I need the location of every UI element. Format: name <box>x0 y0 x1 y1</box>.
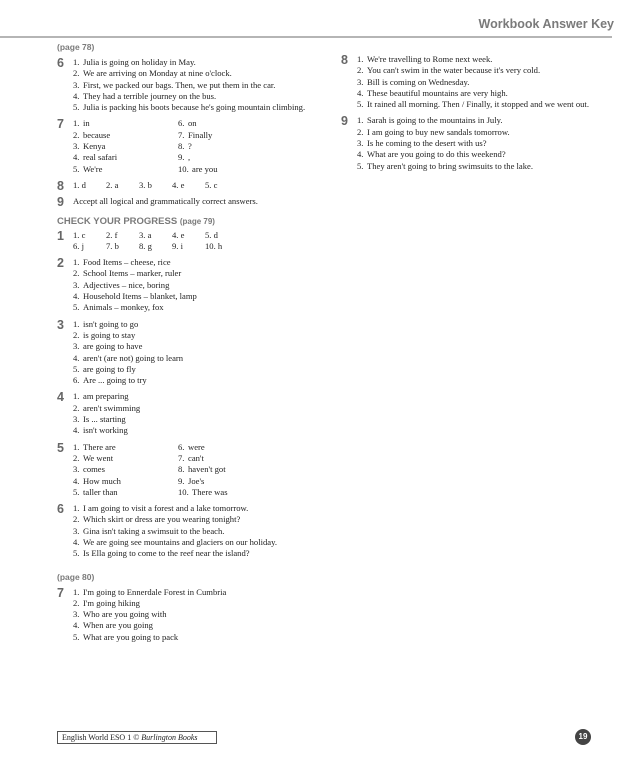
check-exercise-1 <box>57 230 327 253</box>
item-number: 2. <box>73 129 80 140</box>
item-number: 7. <box>178 129 185 140</box>
answer-item: 5. d <box>205 229 218 240</box>
answer-item: 3. comes <box>73 464 105 475</box>
footer-credit <box>57 731 217 744</box>
item-number: 3. <box>73 341 80 352</box>
section-title-text: CHECK YOUR PROGRESS <box>57 215 178 227</box>
answer-item: 2. I am going to buy new sandals tomorrow. <box>357 126 510 137</box>
exercise-number: 7 <box>57 585 64 600</box>
page-header-title: Workbook Answer Key <box>478 17 614 31</box>
answer-item: 10. h <box>205 240 223 251</box>
exercise-7 <box>57 118 327 174</box>
exercise-number: 5 <box>57 440 64 455</box>
answer-item: 3. Bill is coming on Wednesday. <box>357 76 470 87</box>
item-number: 2. <box>357 126 364 137</box>
answer-item: 1. Sarah is going to the mountains in July. <box>357 115 503 126</box>
item-number: 4. <box>73 352 80 363</box>
answer-item: 5. What are you going to pack <box>73 631 179 642</box>
exercise-number: 9 <box>57 195 64 210</box>
item-number: 5. <box>357 160 364 171</box>
answer-item: 5. c <box>205 179 218 190</box>
item-number: 4. <box>73 620 80 631</box>
exercise-6 <box>57 57 327 113</box>
answer-item: 1. am preparing <box>73 391 129 402</box>
item-number: 5. <box>73 631 80 642</box>
answer-item: 2. because <box>73 129 111 140</box>
exercise-9 <box>57 195 327 210</box>
item-number: 1. <box>73 503 80 514</box>
answer-item: 3. are going to have <box>73 341 143 352</box>
item-number: 5. <box>73 486 80 497</box>
answer-item: 2. is going to stay <box>73 329 136 340</box>
item-number: 3. <box>73 414 80 425</box>
answer-item: 5. Is Ella going to come to the reef near the island? <box>73 548 250 559</box>
answer-item: 3. Is he coming to the desert with us? <box>357 138 487 149</box>
answer-item: 9. Joe's <box>178 475 205 486</box>
item-number: 2. <box>73 329 80 340</box>
answer-item: 9. i <box>172 240 183 251</box>
answer-item: 8. g <box>139 240 152 251</box>
item-number: 2. <box>357 65 364 76</box>
answer-item: 4. These beautiful mountains are very high. <box>357 87 508 98</box>
item-number: 6. <box>178 118 185 129</box>
answer-item: 1. isn't going to go <box>73 318 139 329</box>
exercise-8-right <box>341 54 616 110</box>
answer-item: 2. Which skirt or dress are you wearing tonight? <box>73 514 241 525</box>
answer-item: 4. e <box>172 179 185 190</box>
answer-item: 9. , <box>178 152 191 163</box>
item-number: 1. <box>73 441 80 452</box>
answer-item: 3. a <box>139 229 152 240</box>
answer-item: 1. Food Items – cheese, rice <box>73 257 171 268</box>
answer-item: 6. j <box>73 240 84 251</box>
item-number: 1. <box>73 57 80 67</box>
item-number: 4. <box>73 475 80 486</box>
answer-item: 4. Household Items – blanket, lamp <box>73 291 197 302</box>
item-number: 10. <box>178 486 189 497</box>
answer-item: 3. Who are you going with <box>73 609 167 620</box>
check-exercise-6 <box>57 503 327 559</box>
answer-item: 4. e <box>172 229 185 240</box>
item-number: 2. <box>73 68 80 79</box>
answer-item: 1. There are <box>73 441 116 452</box>
page-ref: (page 78) <box>57 42 95 52</box>
answer-item: 3. Gina isn't taking a swimsuit to the beach. <box>73 525 225 536</box>
exercise-number: 3 <box>57 317 64 332</box>
answer-item: 5. Animals – monkey, fox <box>73 302 164 313</box>
answer-item: 7. can't <box>178 452 204 463</box>
item-number: 4. <box>73 291 80 302</box>
exercise-number: 1 <box>57 228 64 243</box>
answer-item: 8. haven't got <box>178 464 226 475</box>
exercise-number: 4 <box>57 390 64 405</box>
item-number: 5. <box>73 302 80 313</box>
item-number: 1. <box>73 586 80 597</box>
exercise-9-right <box>341 115 616 171</box>
exercise-number: 6 <box>57 502 64 517</box>
item-number: 1. <box>357 54 364 64</box>
item-number: 10. <box>178 163 189 174</box>
answer-item: 1. c <box>73 229 86 240</box>
section-page-ref: (page 79) <box>179 216 215 226</box>
answer-item: 10. There was <box>178 486 228 497</box>
item-number: 5. <box>357 99 364 110</box>
item-number: 1. <box>73 391 80 402</box>
item-number: 2. <box>73 268 80 279</box>
answer-item: 4. When are you going <box>73 620 153 631</box>
item-number: 1. <box>357 115 364 126</box>
item-number: 5. <box>73 548 80 559</box>
answer-item: 10. are you <box>178 163 218 174</box>
answer-item: 5. are going to fly <box>73 363 136 374</box>
left-column <box>57 42 327 648</box>
answer-item: 3. b <box>139 179 152 190</box>
exercise-number: 2 <box>57 256 64 271</box>
answer-item: 3. First, we packed our bags. Then, we put them in the car. <box>73 79 276 90</box>
answer-item: 3. Is ... starting <box>73 414 126 425</box>
answer-item: 6. were <box>178 441 205 452</box>
item-number: 4. <box>73 90 80 101</box>
item-number: 3. <box>73 279 80 290</box>
item-number: 8. <box>178 141 185 152</box>
item-number: 5. <box>73 363 80 374</box>
item-number: 5. <box>73 163 80 174</box>
item-number: 2. <box>73 452 80 463</box>
item-number: 9. <box>178 475 185 486</box>
answer-item: 2. We went <box>73 452 114 463</box>
right-column <box>341 54 616 177</box>
answer-item: 8. ? <box>178 141 192 152</box>
item-number: 8. <box>178 464 185 475</box>
item-number: 4. <box>357 87 364 98</box>
answer-item: 1. We're travelling to Rome next week. <box>357 54 493 64</box>
answer-item: 4. What are you going to do this weekend? <box>357 149 506 160</box>
answer-item: 2. You can't swim in the water because it's very cold. <box>357 65 541 76</box>
answer-item: 1. d <box>73 179 86 190</box>
footer-publisher: Burlington Books <box>141 733 198 742</box>
item-number: 2. <box>73 402 80 413</box>
exercise-number: 8 <box>57 178 64 193</box>
check-exercise-7 <box>57 587 327 643</box>
answer-item: 3. Kenya <box>73 141 106 152</box>
check-exercise-5 <box>57 442 327 498</box>
answer-item: 4. real safari <box>73 152 118 163</box>
item-number: 5. <box>73 102 80 113</box>
item-number: 3. <box>73 609 80 620</box>
answer-item: 4. isn't working <box>73 425 128 436</box>
answer-item: 6. on <box>178 118 197 129</box>
item-number: 3. <box>73 79 80 90</box>
answer-item: 4. aren't (are not) going to learn <box>73 352 184 363</box>
header-rule <box>0 36 612 38</box>
exercise-8 <box>57 180 327 191</box>
answer-item: 2. aren't swimming <box>73 402 141 413</box>
item-number: 6. <box>178 441 185 452</box>
section-title <box>57 216 327 227</box>
answer-item: 1. I am going to visit a forest and a lake tomorrow. <box>73 503 249 514</box>
check-exercise-3 <box>57 319 327 387</box>
exercise-number: 7 <box>57 117 64 132</box>
answer-item: 6. Are ... going to try <box>73 375 147 386</box>
item-number: 3. <box>73 525 80 536</box>
answer-item: 2. f <box>106 229 118 240</box>
answer-item: 7. Finally <box>178 129 213 140</box>
item-number: 1. <box>73 318 80 329</box>
answer-text: Accept all logical and grammatically correct answers. <box>73 196 258 207</box>
item-number: 3. <box>73 141 80 152</box>
answer-item: 5. It rained all morning. Then / Finally, it stopped and we went out. <box>357 99 589 110</box>
answer-item: 4. They had a terrible journey on the bus. <box>73 90 217 101</box>
answer-item: 5. We're <box>73 163 103 174</box>
item-number: 7. <box>178 452 185 463</box>
answer-item: 7. b <box>106 240 119 251</box>
answer-item: 3. Adjectives – nice, boring <box>73 279 170 290</box>
item-number: 2. <box>73 597 80 608</box>
answer-item: 5. Julia is packing his boots because he's going mountain climbing. <box>73 102 306 113</box>
answer-item: 5. They aren't going to bring swimsuits to the lake. <box>357 160 533 171</box>
exercise-number: 9 <box>341 114 348 129</box>
answer-item: 5. taller than <box>73 486 118 497</box>
answer-item: 2. a <box>106 179 119 190</box>
check-exercise-2 <box>57 257 327 313</box>
answer-item: 4. We are going see mountains and glaciers on our holiday. <box>73 536 277 547</box>
answer-item: 1. in <box>73 118 90 129</box>
item-number: 3. <box>357 76 364 87</box>
item-number: 1. <box>73 118 80 129</box>
check-exercise-4 <box>57 391 327 436</box>
item-number: 9. <box>178 152 185 163</box>
answer-item: 4. How much <box>73 475 121 486</box>
footer-text: English World ESO 1 © <box>62 733 142 742</box>
item-number: 6. <box>73 375 80 386</box>
answer-item: 1. Julia is going on holiday in May. <box>73 57 196 67</box>
item-number: 3. <box>357 138 364 149</box>
exercise-number: 6 <box>57 56 64 70</box>
page-number-badge: 19 <box>575 729 591 745</box>
item-number: 1. <box>73 257 80 268</box>
item-number: 4. <box>73 425 80 436</box>
answer-item: 2. School Items – marker, ruler <box>73 268 182 279</box>
answer-item: 2. I'm going hiking <box>73 597 140 608</box>
exercise-number: 8 <box>341 53 348 67</box>
item-number: 4. <box>73 152 80 163</box>
item-number: 4. <box>73 536 80 547</box>
item-number: 4. <box>357 149 364 160</box>
answer-item: 2. We are arriving on Monday at nine o'clock. <box>73 68 232 79</box>
item-number: 3. <box>73 464 80 475</box>
page-ref: (page 80) <box>57 571 95 582</box>
item-number: 2. <box>73 514 80 525</box>
answer-item: 1. I'm going to Ennerdale Forest in Cumbria <box>73 586 227 597</box>
